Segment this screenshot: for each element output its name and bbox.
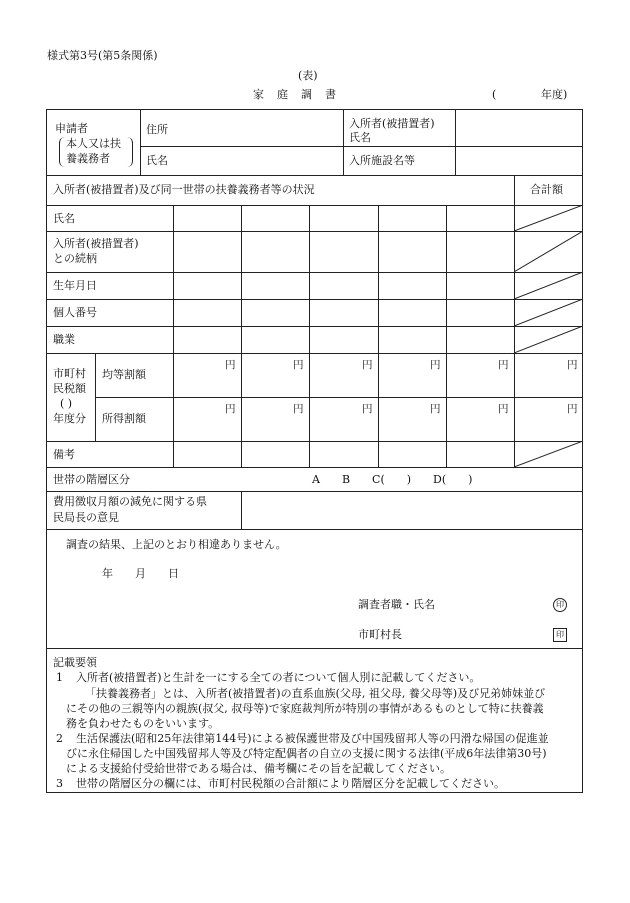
note-3-number: 3: [56, 777, 63, 790]
note-2-line3: による支援給付受給世帯である場合は、備考欄にその旨を記載してください。: [66, 762, 451, 775]
note-1b-line3: 務を負わせたものをいいます。: [66, 717, 220, 730]
total-column-slashes: [514, 205, 583, 353]
yen-mark: 円: [430, 403, 441, 415]
investigator-seal-icon: 印: [553, 598, 567, 612]
tax-label-line3: ( ): [60, 397, 73, 410]
total-label: 合計額: [530, 183, 563, 196]
remarks-total-slash: [514, 441, 583, 467]
year-close: 年度): [541, 88, 568, 101]
note-1b-line2: にその他の三親等内の親族(叔父, 叔母等)で家庭裁判所が特別の事情があるものとして特に扶養義: [66, 702, 544, 715]
yen-mark: 円: [293, 359, 304, 371]
form-number: 様式第3号(第5条関係): [47, 49, 158, 62]
tax-label-line2: 民税額: [53, 382, 86, 395]
row-remarks-label: 備考: [53, 448, 75, 461]
row-birthdate-label: 生年月日: [53, 279, 97, 292]
year-open: (: [492, 88, 497, 101]
facility-label: 入所施設名等: [349, 154, 415, 167]
note-2-line2: びに永住帰国した中国残留邦人等及び特定配偶者の自立の支援に関する法律(平成6年法律第30号): [66, 747, 547, 760]
investigator-label: 調査者職・氏名: [358, 598, 435, 611]
note-2-line1: 生活保護法(昭和25年法律第144号)による被保護世帯及び中国残留邦人等の円滑な帰国の促進並: [76, 732, 549, 745]
note-3-text: 世帯の階層区分の欄には、市町村民税額の合計額により階層区分を記載してください。: [76, 777, 505, 790]
resident-name-label-line2: 氏名: [349, 131, 371, 144]
row-relation-label-line2: との続柄: [53, 252, 97, 265]
row-relation-label-line1: 入所者(被措置者): [53, 237, 139, 250]
certification-statement: 調査の結果、上記のとおり相違ありません。: [66, 538, 287, 551]
applicant-sub-line1: 本人又は扶: [66, 137, 121, 150]
bracket-options: A B C( ) D( ): [312, 473, 473, 486]
yen-mark: 円: [225, 403, 236, 415]
yen-mark: 円: [362, 403, 373, 415]
yen-mark: 円: [293, 403, 304, 415]
notes-heading: 記載要領: [53, 656, 97, 669]
note-2-number: 2: [56, 732, 63, 745]
applicant-name-label: 氏名: [146, 154, 168, 167]
applicant-sub-line2: 養義務者: [66, 152, 110, 165]
form-side-label: (表): [298, 69, 318, 82]
yen-mark: 円: [225, 359, 236, 371]
note-1-number: 1: [56, 671, 63, 684]
yen-mark: 円: [567, 359, 578, 371]
note-1-text: 入所者(被措置者)と生計を一にする全ての者について個人別に記載してください。: [76, 671, 481, 684]
note-1b-line1: 「扶養義務者」とは、入所者(被措置者)の直系血族(父母, 祖父母, 養父母等)及び兄弟姉妹並び: [85, 687, 546, 700]
row-occupation-label: 職業: [53, 333, 75, 346]
household-heading: 入所者(被措置者)及び同一世帯の扶養義務者等の状況: [53, 183, 315, 196]
opinion-label-line2: 民局長の意見: [53, 511, 119, 524]
opinion-label-line1: 費用徴収月額の減免に関する県: [53, 495, 207, 508]
mayor-seal-icon: 印: [553, 628, 567, 642]
yen-mark: 円: [430, 359, 441, 371]
mayor-label: 市町村長: [358, 628, 402, 641]
row-name-label: 氏名: [53, 212, 75, 225]
yen-mark: 円: [362, 359, 373, 371]
income-levy-label: 所得割額: [102, 412, 146, 425]
equal-levy-label: 均等割額: [102, 368, 146, 381]
row-personal-number-label: 個人番号: [53, 306, 97, 319]
certification-date: 年 月 日: [102, 567, 179, 580]
applicant-label: 申請者: [55, 122, 88, 135]
yen-mark: 円: [567, 403, 578, 415]
bracket-label: 世帯の階層区分: [53, 473, 130, 486]
tax-label-line4: 年度分: [53, 412, 86, 425]
page-title: 家 庭 調 書: [253, 88, 337, 101]
address-label: 住所: [146, 123, 168, 136]
yen-mark: 円: [498, 359, 509, 371]
tax-label-line1: 市町村: [53, 367, 86, 380]
yen-mark: 円: [498, 403, 509, 415]
resident-name-label-line1: 入所者(被措置者): [349, 117, 435, 130]
